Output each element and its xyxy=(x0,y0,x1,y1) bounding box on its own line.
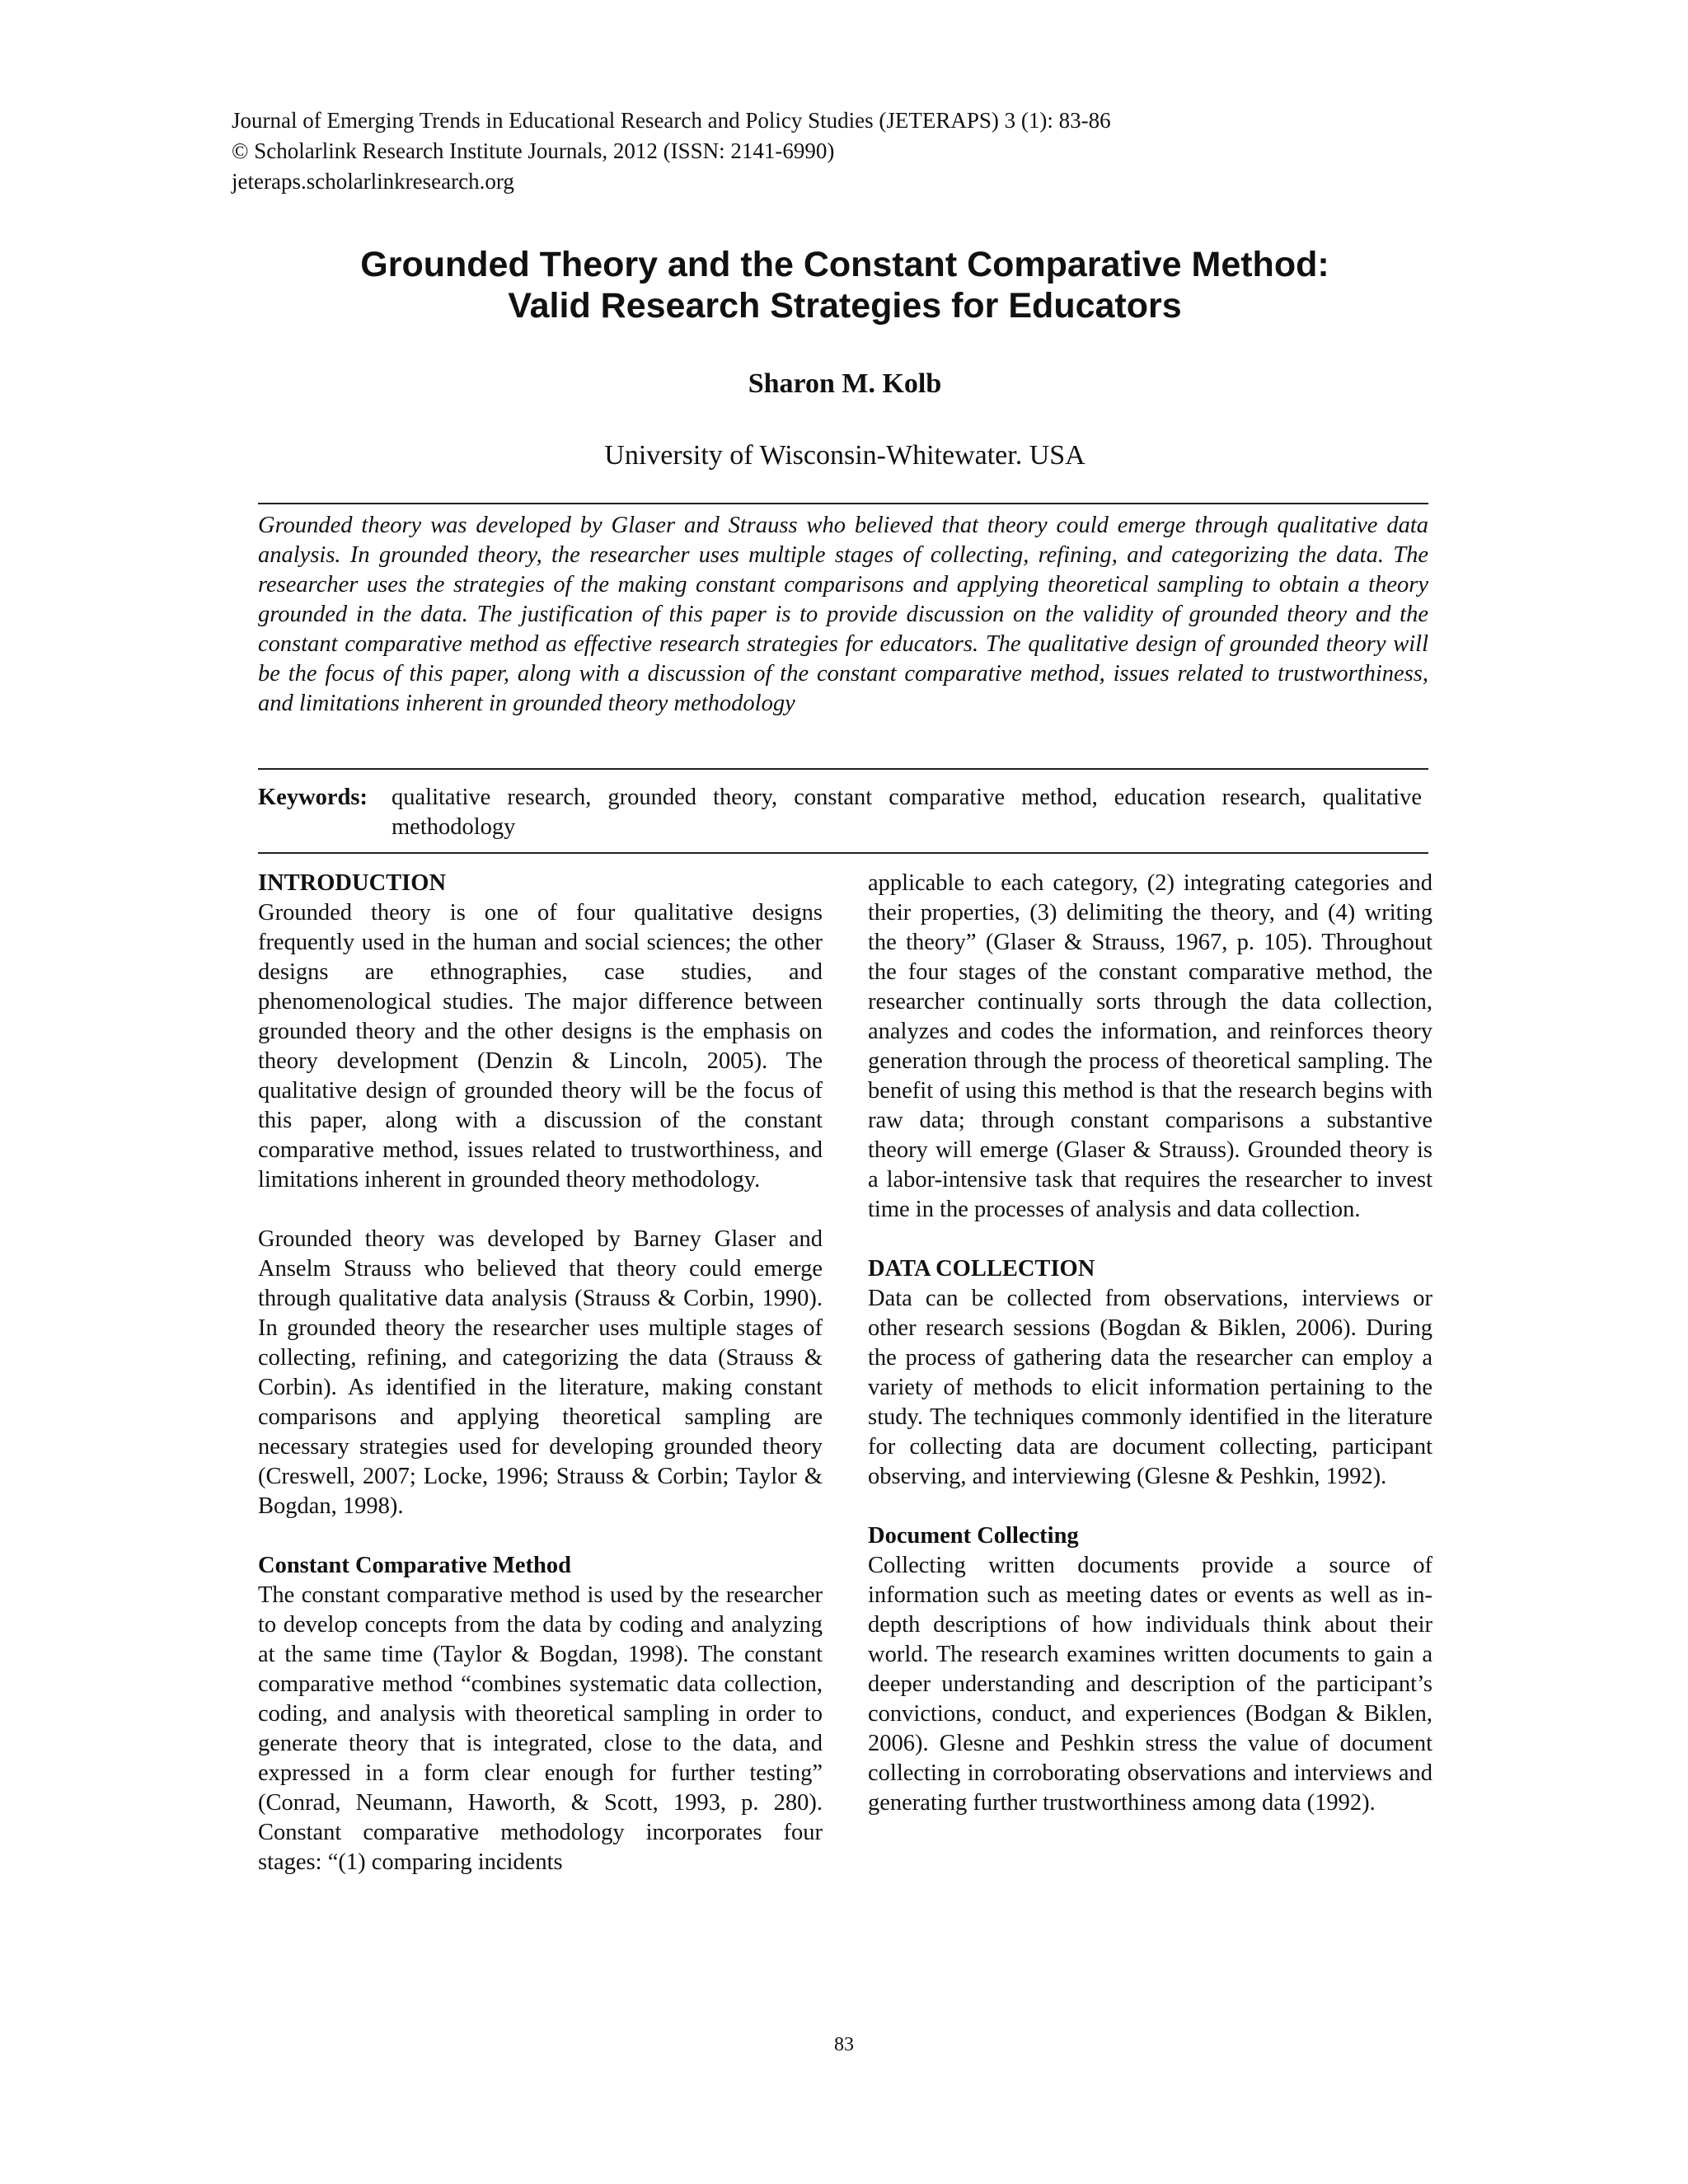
title-line-1: Grounded Theory and the Constant Comparative Method: xyxy=(360,245,1329,284)
data-collection-heading: DATA COLLECTION xyxy=(868,1256,1095,1282)
author-name: Sharon M. Kolb xyxy=(748,368,942,399)
introduction-paragraph-2: Grounded theory was developed by Barney Glaser and Anselm Strauss who believed that theory could emerge through qualitative data analysis (Strauss & Corbin, 1990). In grounded theory the researcher uses multiple stages of collecting, refining, and categorizing the data (Strauss & Corbin). As identified in the literature, making constant comparisons and applying theoretical sampling are necessary strategies used for developing grounded theory (Creswell, 2007; Locke, 1996; Strauss & Corbin; Taylor & Bogdan, 1998). xyxy=(258,1226,823,1519)
keywords-text: qualitative research, grounded theory, constant comparative method, education research, qualitative methodology xyxy=(392,785,1422,840)
page-number: 83 xyxy=(834,2034,854,2055)
journal-header xyxy=(232,105,1468,197)
introduction-paragraph-1: Grounded theory is one of four qualitative designs frequently used in the human and social sciences; the other designs are ethnographies, case studies, and phenomenological studies. The major difference between grounded theory and the other designs is the emphasis on theory development (Denzin & Lincoln, 2005). The qualitative design of grounded theory will be the focus of this paper, along with a discussion of the constant comparative method, issues related to trustworthiness, and limitations inherent in grounded theory methodology. xyxy=(258,900,823,1193)
document-collecting-heading: Document Collecting xyxy=(868,1523,1079,1549)
abstract-top-rule xyxy=(258,503,1428,504)
journal-copyright: © Scholarlink Research Institute Journals, 2012 (ISSN: 2141-6990) xyxy=(232,138,835,163)
journal-citation: Journal of Emerging Trends in Educational Research and Policy Studies (JETERAPS) 3 (1): 83-86 xyxy=(232,108,1111,133)
abstract: Grounded theory was developed by Glaser and Strauss who believed that theory could emerge through qualitative data analysis. In grounded theory, the researcher uses multiple stages of collecting, refining, and categorizing the data. The researcher uses the strategies of the making constant comparisons and applying theoretical sampling to obtain a theory grounded in the data. The justification of this paper is to provide discussion on the validity of grounded theory and the constant comparative method as effective research strategies for educators. The qualitative design of grounded theory will be the focus of this paper, along with a discussion of the constant comparative method, issues related to trustworthiness, and limitations inherent in grounded theory methodology xyxy=(258,513,1428,716)
abstract-bottom-rule xyxy=(258,768,1428,770)
left-column xyxy=(258,869,823,1877)
document-collecting-paragraph: Collecting written documents provide a source of information such as meeting dates or events as well as in-depth descriptions of how individuals think about their world. The research examines written documents to gain a deeper understanding and description of the participant’s convictions, conduct, and experiences (Bodgan & Biklen, 2006). Glesne and Peshkin stress the value of document collecting in corroborating observations and interviews and generating further trustworthiness among data (1992). xyxy=(868,1553,1432,1816)
introduction-heading: INTRODUCTION xyxy=(258,870,447,896)
author-affiliation: University of Wisconsin-Whitewater. USA xyxy=(604,440,1085,471)
right-column xyxy=(868,869,1432,1818)
data-collection-paragraph: Data can be collected from observations, interviews or other research sessions (Bogdan & Biklen, 2006). During the process of gathering data the researcher can employ a variety of methods to elicit information pertaining to the study. The techniques commonly identified in the literature for collecting data are document collecting, participant observing, and interviewing (Glesne & Peshkin, 1992). xyxy=(868,1286,1432,1489)
constant-comparative-paragraph: The constant comparative method is used by the researcher to develop concepts from the data by coding and analyzing at the same time (Taylor & Bogdan, 1998). The constant comparative method “combines systematic data collection, coding, and analysis with theoretical sampling in order to generate theory that is integrated, close to the data, and expressed in a form clear enough for further testing” (Conrad, Neumann, Haworth, & Scott, 1993, p. 280). Constant comparative methodology incorporates four stages: “(1) comparing incidents xyxy=(258,1582,823,1875)
paper-title xyxy=(165,244,1525,326)
keywords-label: Keywords: xyxy=(258,785,368,810)
journal-website: jeteraps.scholarlinkresearch.org xyxy=(232,169,514,194)
keywords xyxy=(258,783,1428,842)
keywords-bottom-rule xyxy=(258,852,1428,854)
constant-comparative-continued: applicable to each category, (2) integrating categories and their properties, (3) delimiting the theory, and (4) writing the theory” (Glaser & Strauss, 1967, p. 105). Throughout the four stages of the constant comparative method, the researcher continually sorts through the data collection, analyzes and codes the information, and reinforces theory generation through the process of theoretical sampling. The benefit of using this method is that the research begins with raw data; through constant comparisons a substantive theory will emerge (Glaser & Strauss). Grounded theory is a labor-intensive task that requires the researcher to invest time in the processes of analysis and data collection. xyxy=(868,870,1432,1222)
constant-comparative-heading: Constant Comparative Method xyxy=(258,1553,571,1578)
title-line-2: Valid Research Strategies for Educators xyxy=(508,286,1182,326)
